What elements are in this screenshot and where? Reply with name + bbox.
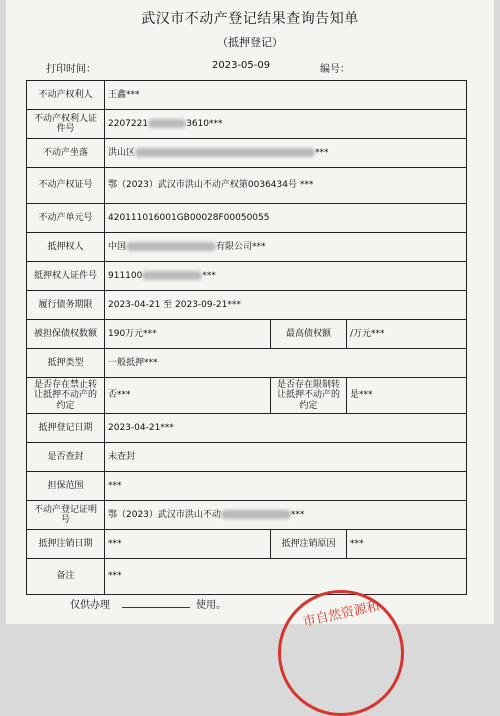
limit-key: 是否存在限制转让抵押不动产的约定 <box>271 378 347 414</box>
owner-value: 王鑫*** <box>105 81 467 110</box>
official-seal: 市自然资源和 <box>278 590 404 716</box>
cert-value: 鄂（2023）武汉市洪山不动产权第0036434号 *** <box>105 168 467 204</box>
mortgagee-id-value: 911100 *** <box>105 262 467 291</box>
reg-cert-key: 不动产登记证明号 <box>27 501 105 530</box>
mortgagee-key: 抵押权人 <box>27 233 105 262</box>
owner-id-value: 2207221 3610*** <box>105 110 467 139</box>
footer-suffix: 使用。 <box>196 600 226 611</box>
reg-date-key: 抵押登记日期 <box>27 414 105 443</box>
table-row <box>27 320 467 349</box>
table-row <box>27 530 467 559</box>
reg-date-value: 2023-04-21*** <box>105 414 467 443</box>
table-row <box>27 262 467 291</box>
table-row <box>27 291 467 320</box>
table-row <box>27 501 467 530</box>
reg-cert-value: 鄂（2023）武汉市洪山不动 *** <box>105 501 467 530</box>
owner-id-key: 不动产权利人证件号 <box>27 110 105 139</box>
amount-value: 190万元*** <box>105 320 271 349</box>
table-row <box>27 233 467 262</box>
blank-underline <box>122 607 190 608</box>
location-key: 不动产坐落 <box>27 139 105 168</box>
max-amount-value: /万元*** <box>347 320 467 349</box>
cancel-date-key: 抵押注销日期 <box>27 530 105 559</box>
mortgagee-value: 中国 有限公司*** <box>105 233 467 262</box>
owner-key: 不动产权利人 <box>27 81 105 110</box>
result-table <box>26 80 467 595</box>
remark-key: 备注 <box>27 559 105 595</box>
number-label: 编号： <box>320 64 350 75</box>
prohibit-value: 否*** <box>105 378 271 414</box>
table-row <box>27 349 467 378</box>
remark-value: *** <box>105 559 467 595</box>
table-row <box>27 110 467 139</box>
prohibit-key: 是否存在禁止转让抵押不动产的约定 <box>27 378 105 414</box>
cancel-reason-key: 抵押注销原因 <box>271 530 347 559</box>
location-value: 洪山区 *** <box>105 139 467 168</box>
table-row <box>27 443 467 472</box>
seized-value: 未查封 <box>105 443 467 472</box>
table-row <box>27 414 467 443</box>
table-row <box>27 204 467 233</box>
type-value: 一般抵押*** <box>105 349 467 378</box>
amount-key: 被担保债权数额 <box>27 320 105 349</box>
print-date: 2023-05-09 <box>212 60 271 71</box>
cancel-reason-value: *** <box>347 530 467 559</box>
scope-value: *** <box>105 472 467 501</box>
unit-key: 不动产单元号 <box>27 204 105 233</box>
seized-key: 是否查封 <box>27 443 105 472</box>
table-row <box>27 139 467 168</box>
footer-prefix: 仅供办理 <box>70 600 110 611</box>
mortgagee-id-key: 抵押权人证件号 <box>27 262 105 291</box>
print-time-label: 打印时间： <box>46 64 96 75</box>
type-key: 抵押类型 <box>27 349 105 378</box>
max-amount-key: 最高债权额 <box>271 320 347 349</box>
period-key: 履行债务期限 <box>27 291 105 320</box>
unit-value: 420111016001GB00028F00050055 <box>105 204 467 233</box>
table-row <box>27 378 467 414</box>
table-row <box>27 81 467 110</box>
table-row <box>27 168 467 204</box>
doc-title: 武汉市不动产登记结果查询告知单 <box>141 11 359 27</box>
limit-value: 是*** <box>347 378 467 414</box>
doc-subtitle: （抵押登记） <box>217 36 283 49</box>
table-row <box>27 559 467 595</box>
period-value: 2023-04-21 至 2023-09-21*** <box>105 291 467 320</box>
scope-key: 担保范围 <box>27 472 105 501</box>
table-row <box>27 472 467 501</box>
cancel-date-value: *** <box>105 530 271 559</box>
cert-key: 不动产权证号 <box>27 168 105 204</box>
